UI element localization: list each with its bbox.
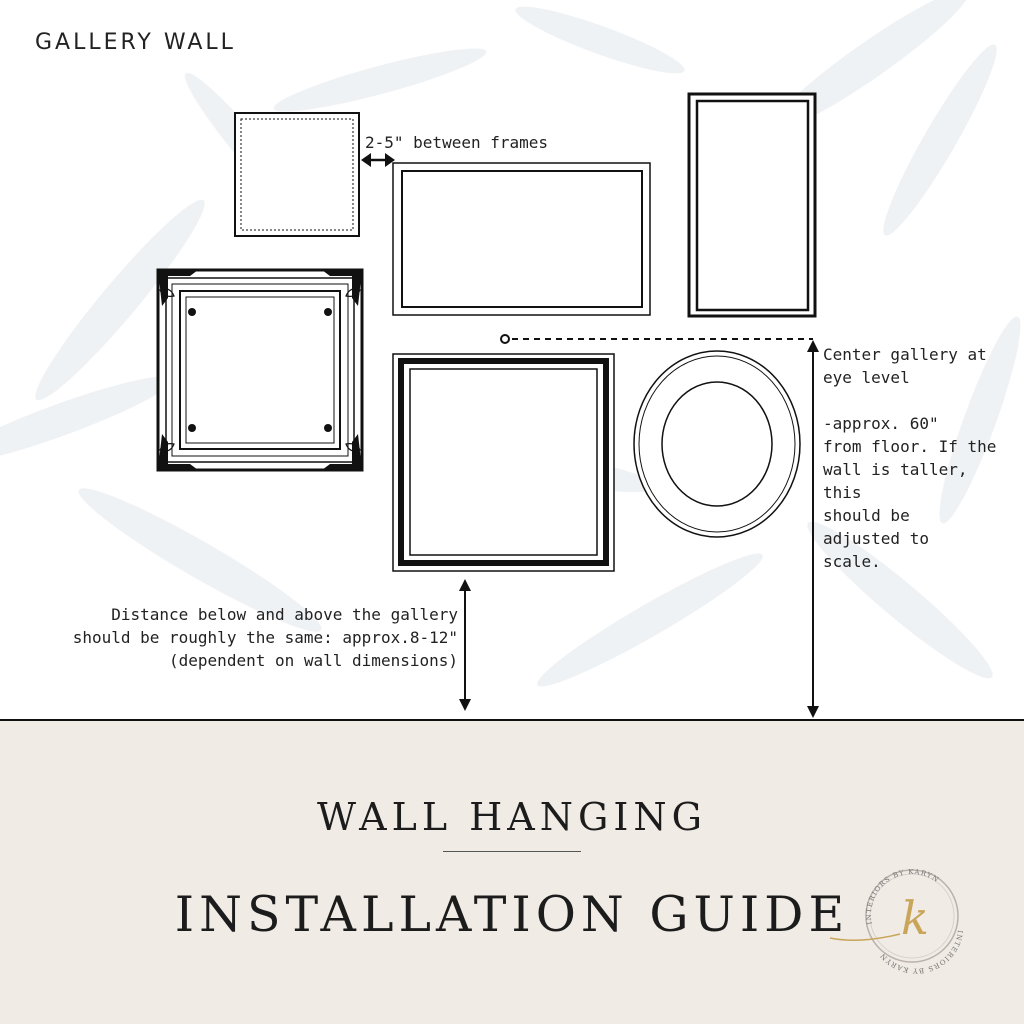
eye-level-height-arrow	[807, 340, 819, 718]
spacing-arrow	[361, 153, 395, 167]
logo-monogram: k	[901, 891, 929, 945]
note-line: adjusted to	[823, 529, 929, 548]
ornate-frame	[158, 270, 362, 470]
note-line: should be	[823, 506, 910, 525]
note-line: from floor. If the	[823, 437, 997, 456]
oval-frame	[634, 351, 800, 537]
note-line: (dependent on wall dimensions)	[169, 651, 458, 670]
logo-text-bottom: INTERIORS BY KARYN	[878, 929, 964, 975]
gallery-wall-label: GALLERY WALL	[35, 30, 236, 55]
center-gallery-note	[823, 343, 1013, 573]
portrait-frame	[689, 94, 815, 316]
note-line	[823, 389, 1013, 412]
note-line: Center gallery at	[823, 345, 987, 364]
logo-text-top: INTERIORS BY KARYN	[864, 867, 941, 926]
note-line: eye level	[823, 368, 910, 387]
title-installation-guide: INSTALLATION GUIDE	[174, 886, 850, 943]
small-square-frame	[235, 113, 359, 236]
landscape-frame	[393, 163, 650, 315]
note-line: wall is taller, this	[823, 460, 968, 502]
bold-square-frame	[393, 354, 614, 571]
frame-spacing-note: 2-5" between frames	[365, 133, 549, 152]
eye-level-marker	[501, 335, 813, 343]
distance-note	[73, 603, 458, 672]
title-divider	[443, 851, 581, 852]
note-line: should be roughly the same: approx.8-12"	[72, 628, 458, 647]
note-line: scale.	[823, 552, 881, 571]
note-line: Distance below and above the gallery	[111, 605, 458, 624]
title-panel	[0, 721, 1024, 1024]
floor-distance-arrow	[459, 579, 471, 711]
title-wall-hanging: WALL HANGING	[317, 795, 707, 839]
note-line: -approx. 60"	[823, 414, 939, 433]
